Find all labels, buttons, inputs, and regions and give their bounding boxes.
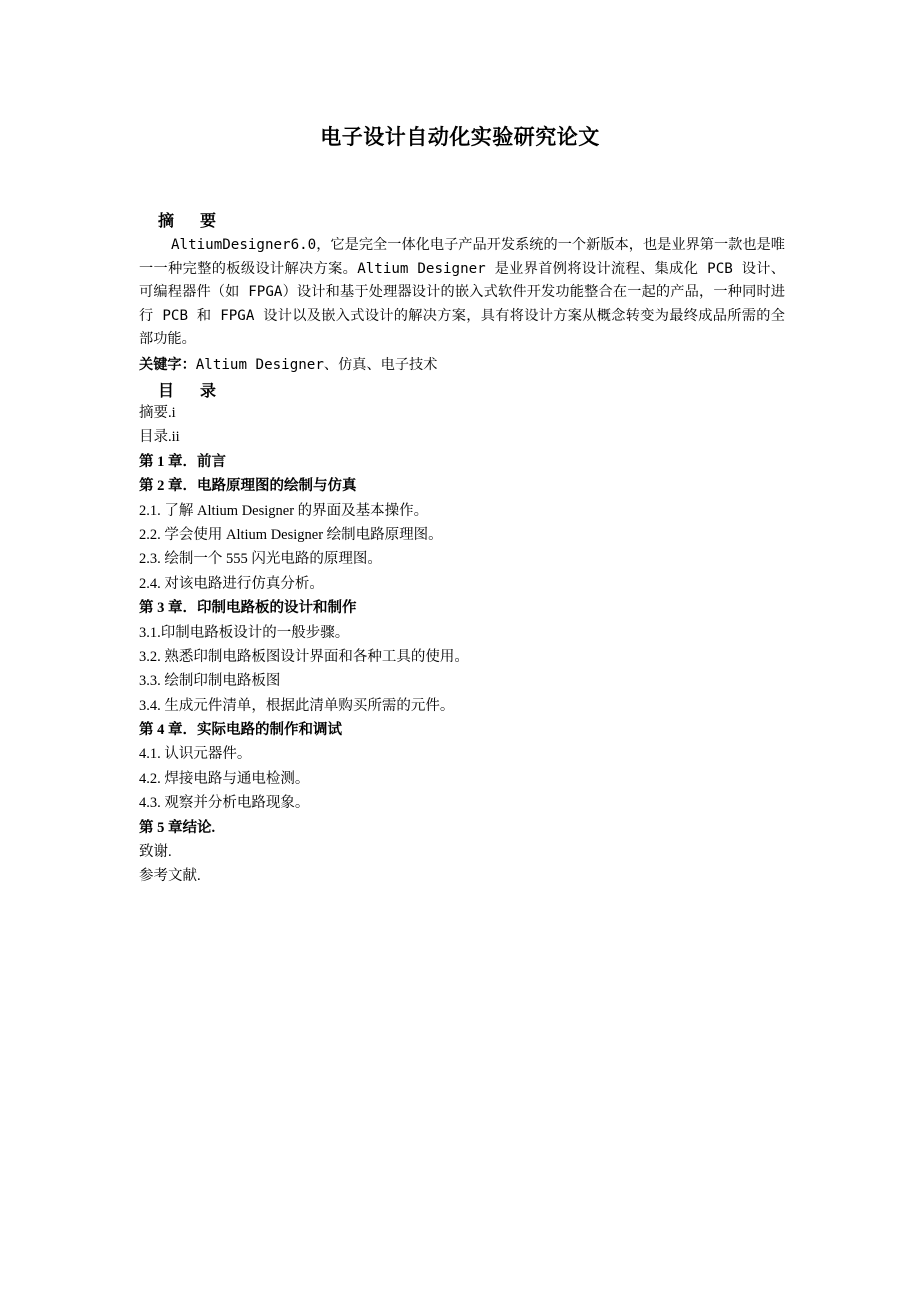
abstract-heading <box>158 208 216 231</box>
toc-entry: 2.2. 学会使用 Altium Designer 绘制电路原理图。 <box>139 526 443 543</box>
toc-chapter-entry: 第 4 章．实际电路的制作和调试 <box>139 722 342 739</box>
toc-heading-char-1: 目 <box>158 381 175 400</box>
toc-chapter-entry: 第 2 章．电路原理图的绘制与仿真 <box>139 478 357 495</box>
toc-chapter-entry: 第 3 章．印制电路板的设计和制作 <box>139 600 357 617</box>
toc-entry: 3.4. 生成元件清单，根据此清单购买所需的元件。 <box>139 697 455 714</box>
toc-entry: 2.1. 了解 Altium Designer 的界面及基本操作。 <box>139 502 429 519</box>
toc-entry: 目录.ii <box>139 429 180 446</box>
toc-entry: 参考文献. <box>139 868 201 885</box>
document-title: 电子设计自动化实验研究论文 <box>320 125 600 149</box>
toc-entry: 2.3. 绘制一个 555 闪光电路的原理图。 <box>139 551 382 568</box>
keywords-label: 关键字： <box>139 357 196 373</box>
toc-heading-char-2: 录 <box>200 381 217 400</box>
toc-chapter-entry: 第 1 章．前言 <box>139 453 226 470</box>
table-of-contents <box>139 401 469 889</box>
toc-entry: 4.2. 焊接电路与通电检测。 <box>139 770 310 787</box>
toc-entry: 3.3. 绘制印制电路板图 <box>139 673 281 690</box>
toc-chapter-entry: 第 5 章结论. <box>139 819 216 836</box>
keywords-text: Altium Designer、仿真、电子技术 <box>195 357 438 373</box>
abstract-heading-char-2: 要 <box>200 211 217 230</box>
toc-entry: 2.4. 对该电路进行仿真分析。 <box>139 575 324 592</box>
toc-entry: 3.1.印制电路板设计的一般步骤。 <box>139 624 350 641</box>
toc-entry: 4.3. 观察并分析电路现象。 <box>139 795 310 812</box>
abstract-paragraph: AltiumDesigner6.0，它是完全一体化电子产品开发系统的一个新版本，也是业界第一款也是唯一一种完整的板级设计解决方案。Altium Designer 是业界首例将设计流程、集成化 PCB 设计、可编程器件（如 FPGA）设计和基于处理器设计的嵌入式软件开发功能整合在一起的产品，一种同时进行 PCB 和 FPGA 设计以及嵌入式设计的解决方案，具有将设计方案从概念转变为最终成品所需的全部功能。 <box>139 237 785 348</box>
toc-entry: 摘要.i <box>139 405 176 421</box>
toc-entry: 4.1. 认识元器件。 <box>139 746 252 763</box>
keywords-line <box>139 354 437 376</box>
toc-entry: 3.2. 熟悉印制电路板图设计界面和各种工具的使用。 <box>139 648 469 665</box>
toc-heading <box>158 378 216 401</box>
toc-entry: 致谢. <box>139 844 172 861</box>
abstract-heading-char-1: 摘 <box>158 211 175 230</box>
